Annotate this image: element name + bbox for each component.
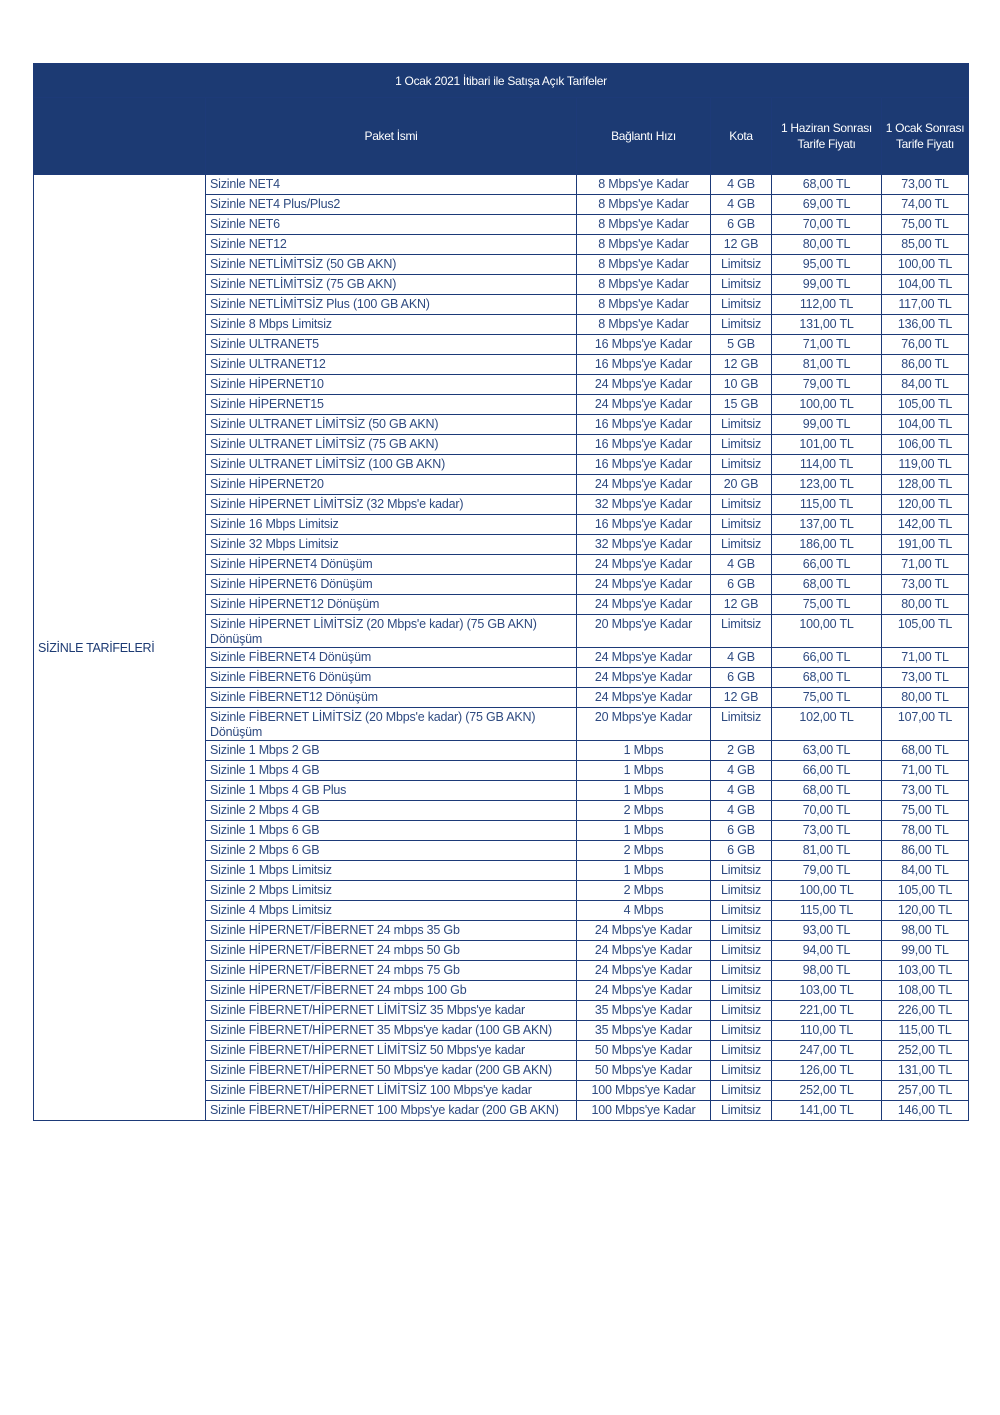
speed-cell: 1 Mbps: [577, 781, 711, 801]
price-june-cell: 252,00 TL: [772, 1081, 882, 1101]
package-name-cell: Sizinle HİPERNET/FİBERNET 24 mbps 75 Gb: [206, 961, 577, 981]
package-name-cell: Sizinle 32 Mbps Limitsiz: [206, 535, 577, 555]
package-name-cell: Sizinle ULTRANET5: [206, 335, 577, 355]
price-june-cell: 100,00 TL: [772, 395, 882, 415]
price-january-cell: 73,00 TL: [882, 175, 969, 195]
price-june-cell: 247,00 TL: [772, 1041, 882, 1061]
price-june-cell: 70,00 TL: [772, 215, 882, 235]
package-name-cell: Sizinle 1 Mbps 6 GB: [206, 821, 577, 841]
price-january-cell: 120,00 TL: [882, 495, 969, 515]
speed-cell: 32 Mbps'ye Kadar: [577, 535, 711, 555]
package-name-cell: Sizinle HİPERNET LİMİTSİZ (20 Mbps'e kadar) (75 GB AKN) Dönüşüm: [206, 615, 577, 648]
quota-cell: 20 GB: [711, 475, 772, 495]
price-june-cell: 68,00 TL: [772, 668, 882, 688]
price-june-cell: 73,00 TL: [772, 821, 882, 841]
quota-cell: Limitsiz: [711, 981, 772, 1001]
price-june-cell: 79,00 TL: [772, 375, 882, 395]
package-name-cell: Sizinle HİPERNET/FİBERNET 24 mbps 35 Gb: [206, 921, 577, 941]
price-june-cell: 95,00 TL: [772, 255, 882, 275]
group-label: SİZİNLE TARİFELERİ: [34, 175, 206, 1121]
price-january-cell: 71,00 TL: [882, 555, 969, 575]
price-june-cell: 70,00 TL: [772, 801, 882, 821]
price-june-cell: 186,00 TL: [772, 535, 882, 555]
price-january-cell: 142,00 TL: [882, 515, 969, 535]
price-january-cell: 68,00 TL: [882, 741, 969, 761]
speed-cell: 24 Mbps'ye Kadar: [577, 961, 711, 981]
price-january-cell: 104,00 TL: [882, 275, 969, 295]
speed-cell: 24 Mbps'ye Kadar: [577, 555, 711, 575]
package-name-cell: Sizinle ULTRANET LİMİTSİZ (100 GB AKN): [206, 455, 577, 475]
speed-cell: 35 Mbps'ye Kadar: [577, 1021, 711, 1041]
price-january-cell: 252,00 TL: [882, 1041, 969, 1061]
quota-cell: Limitsiz: [711, 275, 772, 295]
price-june-cell: 101,00 TL: [772, 435, 882, 455]
price-june-cell: 75,00 TL: [772, 595, 882, 615]
price-january-cell: 75,00 TL: [882, 801, 969, 821]
package-name-cell: Sizinle 1 Mbps Limitsiz: [206, 861, 577, 881]
price-june-cell: 94,00 TL: [772, 941, 882, 961]
price-june-cell: 103,00 TL: [772, 981, 882, 1001]
quota-cell: 6 GB: [711, 215, 772, 235]
table-title: 1 Ocak 2021 İtibari ile Satışa Açık Tarifeler: [34, 64, 969, 98]
speed-cell: 24 Mbps'ye Kadar: [577, 395, 711, 415]
package-name-cell: Sizinle HİPERNET/FİBERNET 24 mbps 100 Gb: [206, 981, 577, 1001]
price-june-cell: 126,00 TL: [772, 1061, 882, 1081]
speed-cell: 24 Mbps'ye Kadar: [577, 475, 711, 495]
speed-cell: 35 Mbps'ye Kadar: [577, 1001, 711, 1021]
quota-cell: 6 GB: [711, 668, 772, 688]
package-name-cell: Sizinle NETLİMİTSİZ (50 GB AKN): [206, 255, 577, 275]
package-name-cell: Sizinle FİBERNET/HİPERNET LİMİTSİZ 100 Mbps'ye kadar: [206, 1081, 577, 1101]
price-june-cell: 98,00 TL: [772, 961, 882, 981]
package-name-cell: Sizinle 16 Mbps Limitsiz: [206, 515, 577, 535]
speed-cell: 8 Mbps'ye Kadar: [577, 215, 711, 235]
quota-cell: 12 GB: [711, 235, 772, 255]
package-name-cell: Sizinle NETLİMİTSİZ (75 GB AKN): [206, 275, 577, 295]
price-june-cell: 100,00 TL: [772, 615, 882, 648]
price-june-cell: 79,00 TL: [772, 861, 882, 881]
quota-cell: Limitsiz: [711, 881, 772, 901]
quota-cell: 6 GB: [711, 821, 772, 841]
speed-cell: 16 Mbps'ye Kadar: [577, 455, 711, 475]
price-june-cell: 75,00 TL: [772, 688, 882, 708]
quota-cell: Limitsiz: [711, 1021, 772, 1041]
price-june-cell: 99,00 TL: [772, 275, 882, 295]
price-january-cell: 78,00 TL: [882, 821, 969, 841]
speed-cell: 32 Mbps'ye Kadar: [577, 495, 711, 515]
package-name-cell: Sizinle 1 Mbps 4 GB: [206, 761, 577, 781]
price-january-cell: 226,00 TL: [882, 1001, 969, 1021]
speed-cell: 100 Mbps'ye Kadar: [577, 1101, 711, 1121]
price-june-cell: 93,00 TL: [772, 921, 882, 941]
price-june-cell: 80,00 TL: [772, 235, 882, 255]
speed-cell: 8 Mbps'ye Kadar: [577, 295, 711, 315]
quota-cell: 4 GB: [711, 801, 772, 821]
price-january-cell: 146,00 TL: [882, 1101, 969, 1121]
price-january-cell: 71,00 TL: [882, 648, 969, 668]
price-january-cell: 103,00 TL: [882, 961, 969, 981]
speed-cell: 24 Mbps'ye Kadar: [577, 981, 711, 1001]
quota-cell: Limitsiz: [711, 495, 772, 515]
price-june-cell: 102,00 TL: [772, 708, 882, 741]
package-name-cell: Sizinle 2 Mbps 6 GB: [206, 841, 577, 861]
table-title-row: [34, 64, 969, 98]
quota-cell: 15 GB: [711, 395, 772, 415]
price-january-cell: 136,00 TL: [882, 315, 969, 335]
speed-cell: 2 Mbps: [577, 881, 711, 901]
quota-cell: Limitsiz: [711, 861, 772, 881]
package-name-cell: Sizinle 1 Mbps 4 GB Plus: [206, 781, 577, 801]
package-name-cell: Sizinle HİPERNET20: [206, 475, 577, 495]
header-price-june: 1 Haziran Sonrası Tarife Fiyatı: [772, 98, 882, 175]
speed-cell: 16 Mbps'ye Kadar: [577, 335, 711, 355]
package-name-cell: Sizinle 1 Mbps 2 GB: [206, 741, 577, 761]
package-name-cell: Sizinle FİBERNET6 Dönüşüm: [206, 668, 577, 688]
quota-cell: Limitsiz: [711, 921, 772, 941]
quota-cell: 2 GB: [711, 741, 772, 761]
quota-cell: Limitsiz: [711, 455, 772, 475]
price-january-cell: 73,00 TL: [882, 781, 969, 801]
price-january-cell: 105,00 TL: [882, 395, 969, 415]
price-june-cell: 110,00 TL: [772, 1021, 882, 1041]
quota-cell: 5 GB: [711, 335, 772, 355]
header-quota: Kota: [711, 98, 772, 175]
price-january-cell: 84,00 TL: [882, 375, 969, 395]
price-january-cell: 119,00 TL: [882, 455, 969, 475]
price-june-cell: 66,00 TL: [772, 761, 882, 781]
price-january-cell: 84,00 TL: [882, 861, 969, 881]
quota-cell: Limitsiz: [711, 708, 772, 741]
speed-cell: 4 Mbps: [577, 901, 711, 921]
quota-cell: Limitsiz: [711, 941, 772, 961]
package-name-cell: Sizinle HİPERNET6 Dönüşüm: [206, 575, 577, 595]
speed-cell: 24 Mbps'ye Kadar: [577, 648, 711, 668]
speed-cell: 24 Mbps'ye Kadar: [577, 688, 711, 708]
price-january-cell: 73,00 TL: [882, 575, 969, 595]
package-name-cell: Sizinle HİPERNET12 Dönüşüm: [206, 595, 577, 615]
speed-cell: 20 Mbps'ye Kadar: [577, 708, 711, 741]
price-june-cell: 66,00 TL: [772, 648, 882, 668]
package-name-cell: Sizinle HİPERNET15: [206, 395, 577, 415]
price-january-cell: 105,00 TL: [882, 615, 969, 648]
quota-cell: 4 GB: [711, 195, 772, 215]
speed-cell: 100 Mbps'ye Kadar: [577, 1081, 711, 1101]
tariff-document: [33, 63, 968, 1121]
quota-cell: Limitsiz: [711, 515, 772, 535]
price-january-cell: 98,00 TL: [882, 921, 969, 941]
quota-cell: Limitsiz: [711, 1101, 772, 1121]
column-header-row: [34, 98, 969, 175]
quota-cell: 4 GB: [711, 648, 772, 668]
price-january-cell: 86,00 TL: [882, 841, 969, 861]
price-january-cell: 115,00 TL: [882, 1021, 969, 1041]
quota-cell: 12 GB: [711, 595, 772, 615]
price-june-cell: 99,00 TL: [772, 415, 882, 435]
price-january-cell: 106,00 TL: [882, 435, 969, 455]
price-june-cell: 112,00 TL: [772, 295, 882, 315]
price-january-cell: 99,00 TL: [882, 941, 969, 961]
quota-cell: Limitsiz: [711, 615, 772, 648]
quota-cell: 4 GB: [711, 175, 772, 195]
quota-cell: 10 GB: [711, 375, 772, 395]
package-name-cell: Sizinle FİBERNET/HİPERNET 50 Mbps'ye kadar (200 GB AKN): [206, 1061, 577, 1081]
price-january-cell: 73,00 TL: [882, 668, 969, 688]
speed-cell: 50 Mbps'ye Kadar: [577, 1041, 711, 1061]
tariff-rows: [34, 175, 969, 1121]
speed-cell: 16 Mbps'ye Kadar: [577, 415, 711, 435]
speed-cell: 8 Mbps'ye Kadar: [577, 175, 711, 195]
quota-cell: 12 GB: [711, 355, 772, 375]
speed-cell: 8 Mbps'ye Kadar: [577, 275, 711, 295]
package-name-cell: Sizinle ULTRANET LİMİTSİZ (50 GB AKN): [206, 415, 577, 435]
price-january-cell: 131,00 TL: [882, 1061, 969, 1081]
speed-cell: 24 Mbps'ye Kadar: [577, 595, 711, 615]
price-january-cell: 108,00 TL: [882, 981, 969, 1001]
price-june-cell: 141,00 TL: [772, 1101, 882, 1121]
package-name-cell: Sizinle HİPERNET LİMİTSİZ (32 Mbps'e kadar): [206, 495, 577, 515]
quota-cell: Limitsiz: [711, 415, 772, 435]
package-name-cell: Sizinle HİPERNET10: [206, 375, 577, 395]
quota-cell: 6 GB: [711, 841, 772, 861]
package-name-cell: Sizinle HİPERNET4 Dönüşüm: [206, 555, 577, 575]
price-january-cell: 86,00 TL: [882, 355, 969, 375]
package-name-cell: Sizinle FİBERNET12 Dönüşüm: [206, 688, 577, 708]
speed-cell: 1 Mbps: [577, 821, 711, 841]
price-january-cell: 74,00 TL: [882, 195, 969, 215]
quota-cell: 6 GB: [711, 575, 772, 595]
price-january-cell: 104,00 TL: [882, 415, 969, 435]
price-january-cell: 100,00 TL: [882, 255, 969, 275]
price-january-cell: 85,00 TL: [882, 235, 969, 255]
price-january-cell: 75,00 TL: [882, 215, 969, 235]
speed-cell: 8 Mbps'ye Kadar: [577, 255, 711, 275]
package-name-cell: Sizinle 4 Mbps Limitsiz: [206, 901, 577, 921]
package-name-cell: Sizinle NET4 Plus/Plus2: [206, 195, 577, 215]
price-january-cell: 128,00 TL: [882, 475, 969, 495]
speed-cell: 24 Mbps'ye Kadar: [577, 941, 711, 961]
price-january-cell: 257,00 TL: [882, 1081, 969, 1101]
quota-cell: Limitsiz: [711, 1081, 772, 1101]
quota-cell: Limitsiz: [711, 1001, 772, 1021]
quota-cell: 4 GB: [711, 761, 772, 781]
package-name-cell: Sizinle FİBERNET/HİPERNET 35 Mbps'ye kadar (100 GB AKN): [206, 1021, 577, 1041]
package-name-cell: Sizinle ULTRANET12: [206, 355, 577, 375]
package-name-cell: Sizinle NETLİMİTSİZ Plus (100 GB AKN): [206, 295, 577, 315]
speed-cell: 16 Mbps'ye Kadar: [577, 355, 711, 375]
package-name-cell: Sizinle 2 Mbps 4 GB: [206, 801, 577, 821]
package-name-cell: Sizinle FİBERNET LİMİTSİZ (20 Mbps'e kadar) (75 GB AKN) Dönüşüm: [206, 708, 577, 741]
package-name-cell: Sizinle ULTRANET LİMİTSİZ (75 GB AKN): [206, 435, 577, 455]
price-june-cell: 114,00 TL: [772, 455, 882, 475]
header-connection-speed: Bağlantı Hızı: [577, 98, 711, 175]
price-january-cell: 191,00 TL: [882, 535, 969, 555]
price-june-cell: 137,00 TL: [772, 515, 882, 535]
package-name-cell: Sizinle HİPERNET/FİBERNET 24 mbps 50 Gb: [206, 941, 577, 961]
package-name-cell: Sizinle FİBERNET/HİPERNET LİMİTSİZ 50 Mbps'ye kadar: [206, 1041, 577, 1061]
quota-cell: Limitsiz: [711, 1041, 772, 1061]
price-june-cell: 131,00 TL: [772, 315, 882, 335]
price-january-cell: 105,00 TL: [882, 881, 969, 901]
speed-cell: 24 Mbps'ye Kadar: [577, 375, 711, 395]
package-name-cell: Sizinle FİBERNET/HİPERNET 100 Mbps'ye kadar (200 GB AKN): [206, 1101, 577, 1121]
quota-cell: Limitsiz: [711, 435, 772, 455]
price-january-cell: 107,00 TL: [882, 708, 969, 741]
speed-cell: 24 Mbps'ye Kadar: [577, 575, 711, 595]
header-package-name: Paket İsmi: [206, 98, 577, 175]
price-june-cell: 68,00 TL: [772, 175, 882, 195]
quota-cell: Limitsiz: [711, 295, 772, 315]
package-name-cell: Sizinle 2 Mbps Limitsiz: [206, 881, 577, 901]
price-june-cell: 100,00 TL: [772, 881, 882, 901]
price-june-cell: 68,00 TL: [772, 575, 882, 595]
price-january-cell: 76,00 TL: [882, 335, 969, 355]
quota-cell: 4 GB: [711, 555, 772, 575]
price-june-cell: 66,00 TL: [772, 555, 882, 575]
price-june-cell: 68,00 TL: [772, 781, 882, 801]
speed-cell: 8 Mbps'ye Kadar: [577, 195, 711, 215]
speed-cell: 8 Mbps'ye Kadar: [577, 315, 711, 335]
speed-cell: 24 Mbps'ye Kadar: [577, 668, 711, 688]
table-row: [34, 175, 969, 195]
speed-cell: 1 Mbps: [577, 861, 711, 881]
speed-cell: 8 Mbps'ye Kadar: [577, 235, 711, 255]
speed-cell: 20 Mbps'ye Kadar: [577, 615, 711, 648]
tariff-table: [33, 63, 969, 1121]
price-june-cell: 81,00 TL: [772, 841, 882, 861]
price-june-cell: 69,00 TL: [772, 195, 882, 215]
price-june-cell: 63,00 TL: [772, 741, 882, 761]
quota-cell: Limitsiz: [711, 901, 772, 921]
quota-cell: Limitsiz: [711, 535, 772, 555]
speed-cell: 50 Mbps'ye Kadar: [577, 1061, 711, 1081]
quota-cell: Limitsiz: [711, 1061, 772, 1081]
price-january-cell: 120,00 TL: [882, 901, 969, 921]
package-name-cell: Sizinle 8 Mbps Limitsiz: [206, 315, 577, 335]
speed-cell: 16 Mbps'ye Kadar: [577, 515, 711, 535]
quota-cell: Limitsiz: [711, 315, 772, 335]
package-name-cell: Sizinle NET6: [206, 215, 577, 235]
price-june-cell: 221,00 TL: [772, 1001, 882, 1021]
package-name-cell: Sizinle NET12: [206, 235, 577, 255]
price-june-cell: 71,00 TL: [772, 335, 882, 355]
price-january-cell: 71,00 TL: [882, 761, 969, 781]
price-january-cell: 80,00 TL: [882, 688, 969, 708]
package-name-cell: Sizinle NET4: [206, 175, 577, 195]
speed-cell: 1 Mbps: [577, 741, 711, 761]
header-price-january: 1 Ocak Sonrası Tarife Fiyatı: [882, 98, 969, 175]
quota-cell: Limitsiz: [711, 255, 772, 275]
speed-cell: 16 Mbps'ye Kadar: [577, 435, 711, 455]
speed-cell: 1 Mbps: [577, 761, 711, 781]
header-blank-cell: [34, 98, 206, 175]
price-january-cell: 80,00 TL: [882, 595, 969, 615]
package-name-cell: Sizinle FİBERNET/HİPERNET LİMİTSİZ 35 Mbps'ye kadar: [206, 1001, 577, 1021]
price-june-cell: 123,00 TL: [772, 475, 882, 495]
price-january-cell: 117,00 TL: [882, 295, 969, 315]
quota-cell: 4 GB: [711, 781, 772, 801]
quota-cell: 12 GB: [711, 688, 772, 708]
speed-cell: 2 Mbps: [577, 841, 711, 861]
package-name-cell: Sizinle FİBERNET4 Dönüşüm: [206, 648, 577, 668]
price-june-cell: 115,00 TL: [772, 901, 882, 921]
price-june-cell: 81,00 TL: [772, 355, 882, 375]
speed-cell: 24 Mbps'ye Kadar: [577, 921, 711, 941]
speed-cell: 2 Mbps: [577, 801, 711, 821]
quota-cell: Limitsiz: [711, 961, 772, 981]
price-june-cell: 115,00 TL: [772, 495, 882, 515]
